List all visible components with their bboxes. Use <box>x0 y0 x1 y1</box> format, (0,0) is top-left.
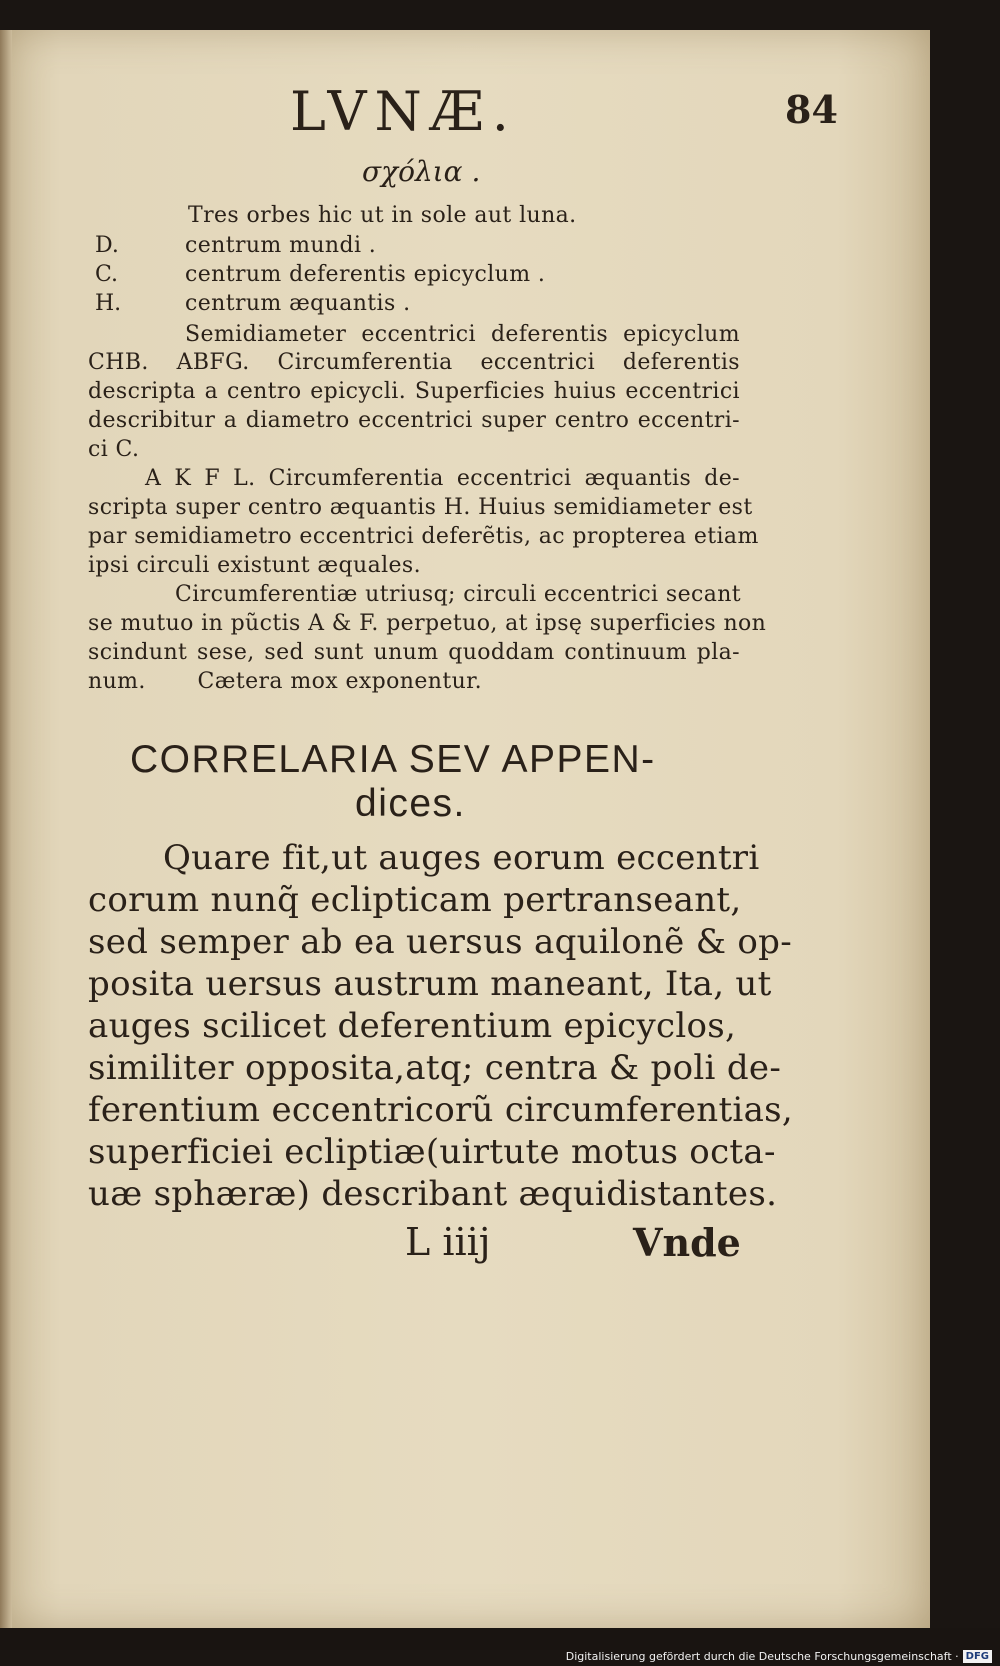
footer-band <box>0 1628 1000 1650</box>
paragraph-line: se mutuo in pũctis A & F. perpetuo, at ipsę superficies non <box>88 611 767 636</box>
paragraph-line: similiter opposita,atq; centra & poli de- <box>88 1048 782 1088</box>
paragraph-line: par semidiametro eccentrici deferẽtis, ac propterea etiam <box>88 524 759 549</box>
paragraph-line: num. Cætera mox exponentur. <box>88 669 483 694</box>
paragraph-line: A K F L. Circumferentia eccentrici æquantis de- <box>145 466 740 491</box>
paragraph-line: Semidiameter eccentrici deferentis epicyclum <box>185 322 740 347</box>
paragraph-line: descripta a centro epicycli. Superficies huius eccentrici <box>88 379 740 404</box>
paragraph-line: uæ sphæræ) describant æquidistantes. <box>88 1174 778 1214</box>
digitization-credit <box>566 1649 992 1663</box>
intro-line: Tres orbes hic ut in sole aut luna. <box>188 203 577 228</box>
paragraph-line: scindunt sese, sed sunt unum quoddam continuum pla- <box>88 640 740 665</box>
legend-text: centrum deferentis epicyclum . <box>185 262 546 287</box>
paragraph-line: superficiei ecliptiæ(uirtute motus octa- <box>88 1132 776 1172</box>
paragraph-line: auges scilicet deferentium epicyclos, <box>88 1006 737 1046</box>
legend-label: D. <box>95 233 119 258</box>
folio-number: 84 <box>785 87 838 132</box>
credit-text: Digitalisierung gefördert durch die Deutsche Forschungsgemeinschaft · <box>565 1649 959 1663</box>
paragraph-line: ferentium eccentricorũ circumferentias, <box>88 1090 794 1130</box>
legend-label: H. <box>95 291 122 316</box>
paragraph-line: ipsi circuli existunt æquales. <box>88 553 422 578</box>
dfg-logo: DFG <box>963 1650 992 1663</box>
paragraph-line: scripta super centro æquantis H. Huius semidiameter est <box>88 495 753 520</box>
legend-text: centrum mundi . <box>185 233 377 258</box>
paragraph-line: posita uersus austrum maneant, Ita, ut <box>88 964 772 1004</box>
paragraph-line: describitur a diametro eccentrici super centro eccentri- <box>88 408 740 433</box>
page-gutter <box>0 30 12 1628</box>
catchword: Vnde <box>633 1220 741 1265</box>
paragraph-line: Quare fit,ut auges eorum eccentri <box>163 838 760 878</box>
section-heading: CORRELARIA SEV APPEN- <box>130 738 656 781</box>
section-title: σχόλια . <box>362 155 481 188</box>
signature-mark: L iiij <box>405 1220 491 1264</box>
legend-text: centrum æquantis . <box>185 291 411 316</box>
paragraph-line: corum nunq̃ eclipticam pertranseant, <box>88 880 742 920</box>
section-heading: dices. <box>355 782 466 825</box>
paragraph-line: ci C. <box>88 437 140 462</box>
paragraph-line: CHB. ABFG. Circumferentia eccentrici deferentis <box>88 350 740 375</box>
paragraph-line: Circumferentiæ utriusq; circuli eccentrici secant <box>175 582 742 607</box>
legend-label: C. <box>95 262 119 287</box>
running-head: LVNÆ. <box>290 80 517 143</box>
paragraph-line: sed semper ab ea uersus aquilonẽ & op- <box>88 922 792 962</box>
